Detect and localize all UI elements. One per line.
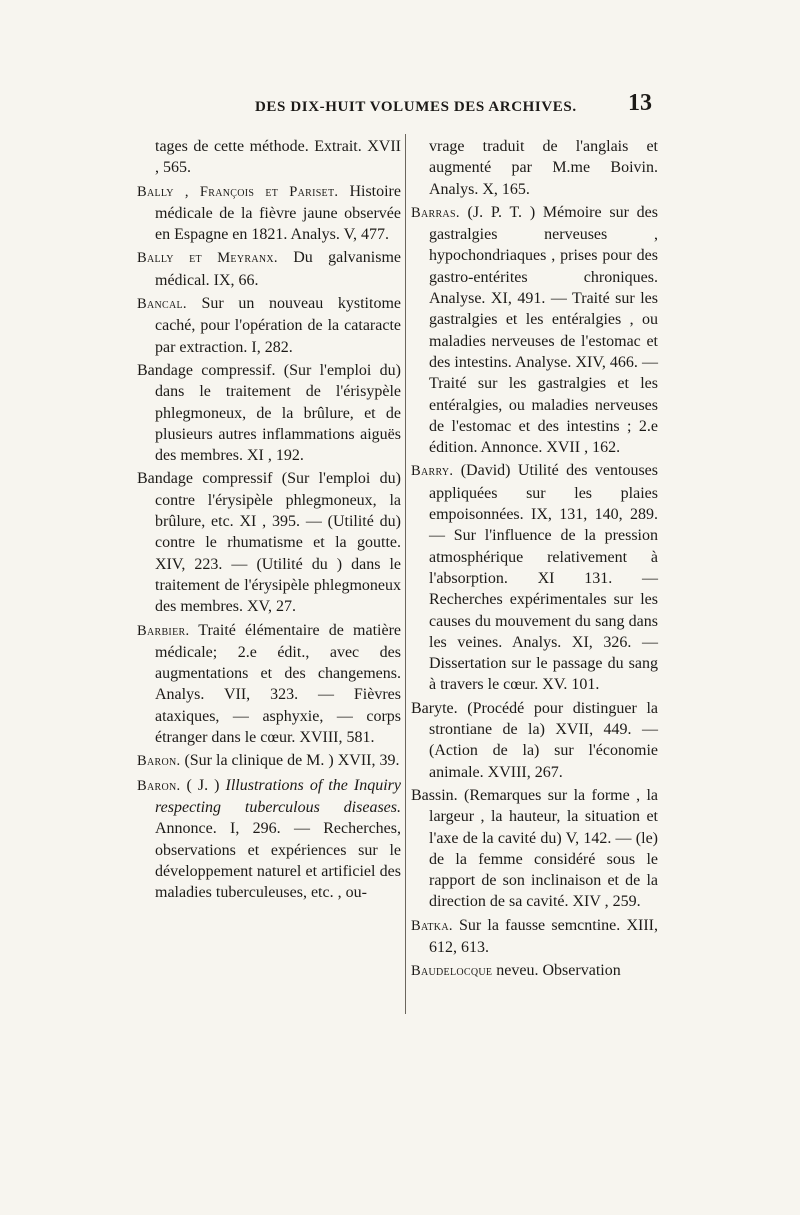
index-entry: Barras. (J. P. T. ) Mémoire sur des gastralgies nerveuses , hypochondriaques , prises pour des gastro-entérites chroniques. Analyse. XI, 491. — Traité sur les gastralgies et les entéralgies , ou maladies nerveuses de l'estomac et des intestins. Analyse. XIV, 466. — Traité sur les gastralgies et les entéralgies, ou maladies nerveuses de l'estomac et des intestins ; 2.e édition. Annonce. XVII , 162. <box>411 203 658 457</box>
entry-head: Batka. <box>411 917 453 934</box>
index-entry: Bally , François et Pariset. Histoire médicale de la fièvre jaune observée en Espagne en 1821. Analys. V, 477. <box>137 182 401 244</box>
entry-head: Baron. <box>137 753 181 770</box>
entry-head: Barras. <box>411 204 460 221</box>
right-column <box>411 136 658 985</box>
running-head: DES DIX-HUIT VOLUMES DES ARCHIVES. <box>255 99 577 115</box>
index-entry: Barry. (David) Utilité des ventouses appliquées sur les plaies empoisonnées. IX, 131, 140, 289. — Sur l'influence de la pression atmosphérique relativement à l'absorption. XI 131. — Recherches expérimentales sur les causes du mouvement du sang dans les veines. Analys. XI, 326. — Dissertation sur le passage du sang à travers le cœur. XV. 101. <box>411 462 658 694</box>
entry-head: Barbier. <box>137 622 190 639</box>
index-entry: Batka. Sur la fausse semcntine. XIII, 612, 613. <box>411 916 658 956</box>
index-entry: vrage traduit de l'anglais et augmenté par M.me Boivin. Analys. X, 165. <box>429 138 658 198</box>
book-title: Illustrations of the Inquiry respecting tuberculous diseases. <box>155 776 402 816</box>
entry-head: Baron. <box>137 777 181 794</box>
index-entry: Bandage compressif (Sur l'emploi du) contre l'érysipèle phlegmoneux, la brûlure, etc. XI , 395. — (Utilité du) contre le rhumatisme et la goutte. XIV, 223. — (Utilité du ) dans le traitement de l'érysipèle phlegmoneux des membres. XV, 27. <box>137 470 401 616</box>
index-entry: Baron. (Sur la clinique de M. ) XVII, 39. <box>137 752 400 770</box>
index-entry: Baron. ( J. ) Illustrations of the Inquiry respecting tuberculous diseases. Annonce. I, 296. — Recherches, observations et expériences sur le développement naturel et artificiel des maladies tuberculeuses, etc. , ou- <box>137 776 402 902</box>
entry-head: Baudelocque <box>411 963 493 980</box>
index-entry: tages de cette méthode. Extrait. XVII , 565. <box>155 138 401 177</box>
entry-head: Bancal. <box>137 296 187 313</box>
entry-head: Bally , François et Pariset. <box>137 183 339 200</box>
entry-head: Barry. <box>411 463 454 480</box>
page-number: 13 <box>628 90 652 116</box>
index-entry: Bassin. (Remarques sur la forme , la largeur , la hauteur, la situation et l'axe de la cavité du) V, 142. — (le) de la femme considéré sous le rapport de son inclinaison et de la direction de sa cavité. XIV , 259. <box>411 786 658 911</box>
column-divider <box>405 134 406 1014</box>
index-entry: Bancal. Sur un nouveau kystitome caché, pour l'opération de la cataracte par extraction. I, 282. <box>137 295 401 356</box>
index-entry: Barbier. Traité élémentaire de matière médicale; 2.e édit., avec des augmentations et des changemens. Analys. VII, 323. — Fièvres ataxiques, — asphyxie, — corps étranger dans le cœur. XVIII, 581. <box>137 621 401 747</box>
index-entry: Baudelocque neveu. Observation <box>411 962 621 980</box>
index-entry: Baryte. (Procédé pour distinguer la strontiane de la) XVII, 449. — (Action de la) sur l'économie animale. XVIII, 267. <box>411 699 658 781</box>
index-entry: Bandage compressif. (Sur l'emploi du) dans le traitement de l'érisypèle phlegmoneux, de la brûlure, et de plusieurs autres inflammations aiguës des membres. XI , 192. <box>137 361 401 465</box>
left-column <box>137 136 401 905</box>
index-entry: Bally et Meyranx. Du galvanisme médical. IX, 66. <box>137 249 401 289</box>
entry-head: Bally et Meyranx. <box>137 250 278 267</box>
